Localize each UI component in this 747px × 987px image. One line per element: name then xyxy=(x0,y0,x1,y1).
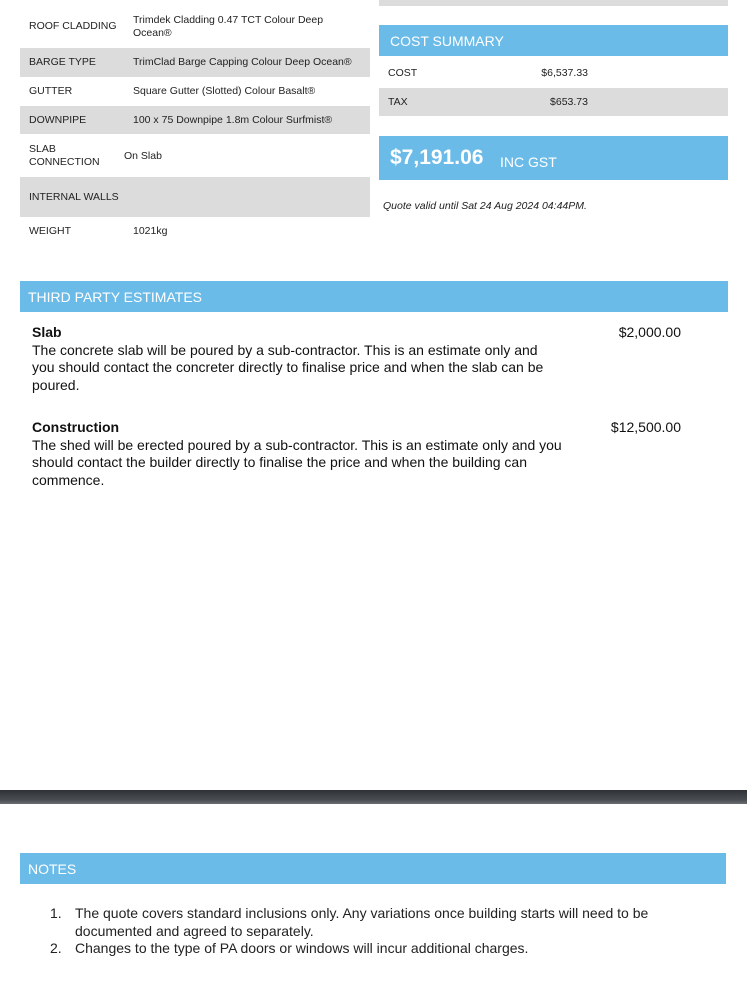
estimate-title: Construction xyxy=(32,419,120,435)
note-number: 1. xyxy=(50,905,62,921)
cost-label: TAX xyxy=(388,96,408,108)
cost-row-tax xyxy=(379,88,728,116)
spec-value: On Slab xyxy=(124,149,162,162)
third-party-header xyxy=(20,281,728,312)
spec-row-internal-walls xyxy=(20,177,370,217)
estimate-title: Slab xyxy=(32,324,62,340)
spec-row-downpipe xyxy=(20,106,370,134)
spec-row-roof-cladding xyxy=(20,8,370,45)
note-text: Changes to the type of PA doors or windows will incur additional charges. xyxy=(75,940,529,956)
spec-row-slab-connection xyxy=(20,136,370,176)
quote-validity: Quote valid until Sat 24 Aug 2024 04:44PM. xyxy=(383,200,587,212)
estimate-amount: $12,500.00 xyxy=(610,419,681,435)
cost-total-banner xyxy=(379,136,728,180)
estimate-slab xyxy=(32,324,722,394)
spec-value: TrimClad Barge Capping Colour Deep Ocean® xyxy=(133,56,352,68)
third-party-heading: THIRD PARTY ESTIMATES xyxy=(28,289,202,305)
note-item xyxy=(50,905,690,940)
note-text: The quote covers standard inclusions only. Any variations once building starts will need to be documented and agreed to separately. xyxy=(75,905,649,939)
page-divider xyxy=(0,790,747,804)
spec-label: INTERNAL WALLS xyxy=(29,190,119,203)
cost-label: COST xyxy=(388,67,418,79)
spec-row-weight xyxy=(20,217,370,245)
cost-summary-heading: COST SUMMARY xyxy=(390,33,504,49)
estimate-description: The concrete slab will be poured by a sub-contractor. This is an estimate only and you should contact the concreter directly to finalise price and when the slab can be poured. xyxy=(32,341,544,393)
note-item xyxy=(50,940,690,958)
top-strip xyxy=(379,0,728,6)
spec-label: BARGE TYPE xyxy=(29,56,96,68)
estimate-construction xyxy=(32,419,722,489)
spec-value: 1021kg xyxy=(133,224,168,237)
spec-row-barge-type xyxy=(20,48,370,77)
estimate-description: The shed will be erected poured by a sub-contractor. This is an estimate only and you should contact the builder directly to finalise the price and when the building can commence. xyxy=(32,436,562,488)
cost-row-cost xyxy=(379,59,728,87)
spec-label: ROOF CLADDING xyxy=(29,20,117,32)
spec-value: 100 x 75 Downpipe 1.8m Colour Surfmist® xyxy=(133,113,333,126)
note-number: 2. xyxy=(50,940,62,956)
total-amount: $7,191.06 xyxy=(390,146,484,169)
spec-label: GUTTER xyxy=(29,85,73,97)
cost-summary-header xyxy=(379,25,728,56)
notes-header xyxy=(20,853,726,884)
spec-value: Trimdek Cladding 0.47 TCT Colour Deep Ocean® xyxy=(133,13,324,39)
spec-label: SLAB CONNECTION xyxy=(29,143,100,168)
estimate-amount: $2,000.00 xyxy=(618,324,681,340)
spec-label: WEIGHT xyxy=(29,224,71,237)
cost-value: $653.73 xyxy=(550,96,588,108)
spec-label: DOWNPIPE xyxy=(29,113,87,126)
spec-row-gutter xyxy=(20,77,370,106)
notes-heading: NOTES xyxy=(28,861,77,877)
spec-value: Square Gutter (Slotted) Colour Basalt® xyxy=(133,85,316,97)
cost-value: $6,537.33 xyxy=(541,67,588,79)
total-suffix: INC GST xyxy=(500,154,557,170)
notes-list xyxy=(50,905,690,958)
